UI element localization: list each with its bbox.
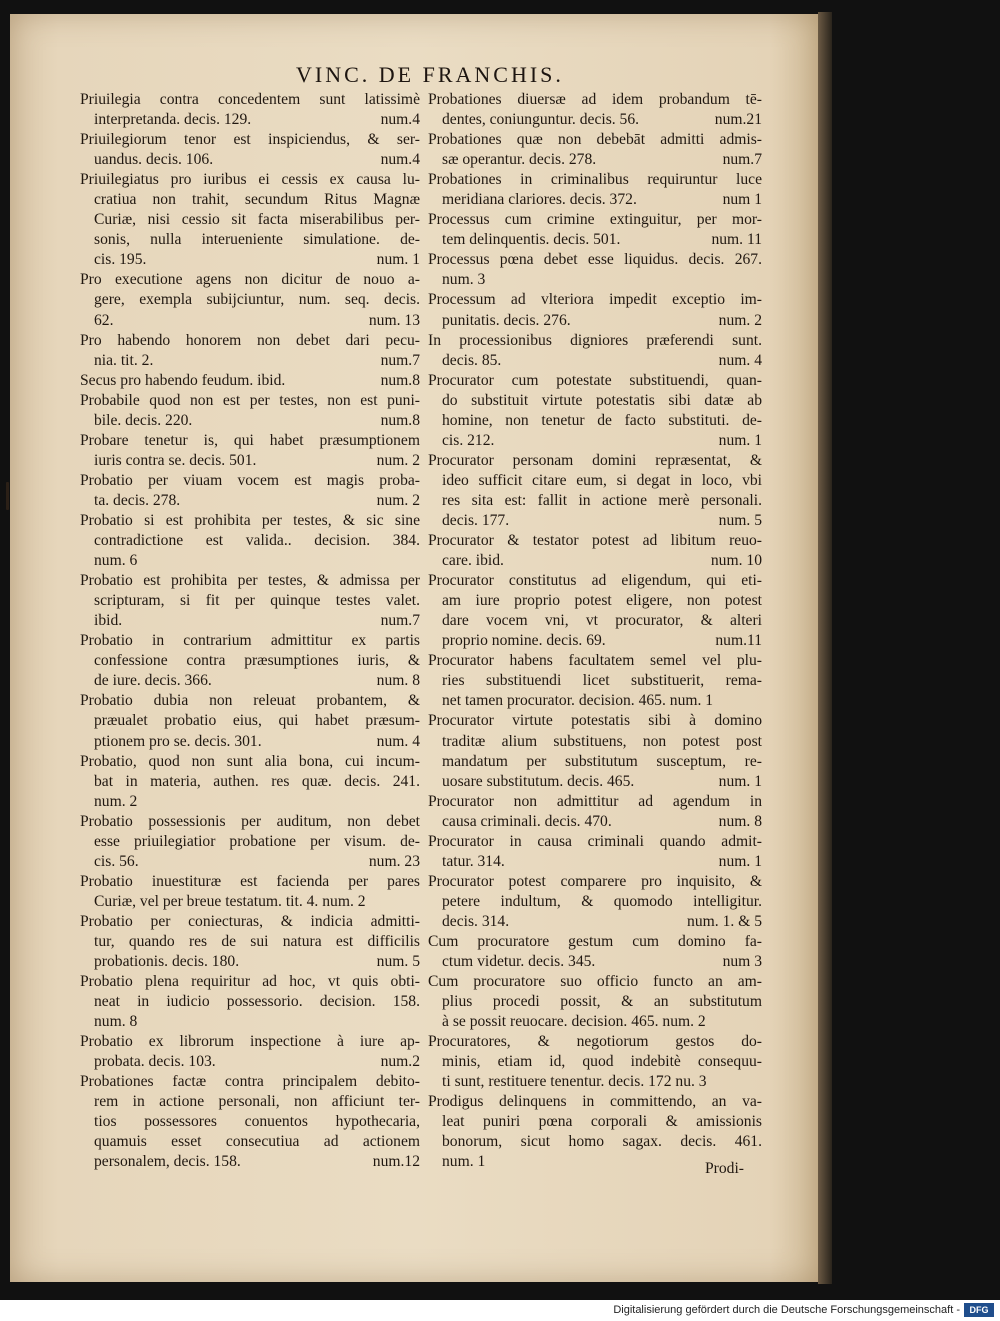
- entry-number: num.8: [380, 411, 420, 429]
- entry-line: plius procedi possit, & an substitutum: [442, 993, 762, 1011]
- entry-line: Priuilegiorum tenor est inspiciendus, & ser-: [80, 131, 420, 149]
- entry-line: Procuratores, & negotiorum gestos do-: [428, 1033, 762, 1051]
- index-entry: [80, 972, 420, 1032]
- entry-line: rem in actione personali, non afficiunt ter-: [94, 1093, 420, 1111]
- dfg-logo: DFG: [964, 1303, 994, 1317]
- index-entry: [428, 1032, 762, 1092]
- index-entry: [80, 331, 420, 371]
- entry-text: dentes, coniunguntur. decis. 56.: [442, 111, 640, 129]
- entry-line: [80, 491, 420, 511]
- index-entry: [428, 90, 762, 130]
- index-entry: [80, 912, 420, 972]
- entry-text: care. ibid.: [442, 552, 504, 570]
- entry-line: præualet probatio eius, qui habet præsum-: [94, 712, 420, 730]
- entry-line: ries substituendi licet substituerit, rema-: [442, 672, 762, 690]
- entry-number: num. 2: [718, 311, 762, 329]
- catchword: Prodi-: [705, 1160, 744, 1177]
- index-entry: [428, 872, 762, 932]
- index-entry: [428, 290, 762, 330]
- entry-number: num.2: [380, 1053, 420, 1071]
- entry-line: [80, 150, 420, 170]
- entry-text: cis. 195.: [94, 251, 147, 269]
- entry-line: Curiæ, vel per breue testatum. tit. 4. num. 2: [94, 892, 366, 910]
- entry-text: ptionem pro se. decis. 301.: [94, 732, 262, 750]
- entry-number: num.11: [715, 632, 762, 650]
- entry-line: [428, 190, 762, 210]
- entry-number: num. 1: [718, 431, 762, 449]
- entry-line: [428, 110, 762, 130]
- entry-line: res sita est: fallit in actione merè personali.: [442, 491, 762, 509]
- entry-line: [80, 351, 420, 371]
- entry-text: sæ operantur. decis. 278.: [442, 151, 597, 169]
- right-column: [428, 90, 762, 1173]
- entry-text: probata. decis. 103.: [94, 1053, 216, 1071]
- entry-line: [80, 411, 420, 431]
- entry-line: sonis, nulla interueniente simulatione. de-: [94, 231, 420, 249]
- entry-line: Probatio possessionis per auditum, non debet: [80, 812, 420, 830]
- entry-line: Probatio dubia non releuat probantem, &: [80, 692, 420, 710]
- entry-line: Probatio ex librorum inspectione à iure ap-: [80, 1033, 420, 1051]
- entry-line: [428, 511, 762, 531]
- entry-text: interpretanda. decis. 129.: [94, 111, 252, 129]
- entry-line: Probabile quod non est per testes, non est puni-: [80, 391, 420, 409]
- entry-text: personalem, decis. 158.: [94, 1153, 241, 1171]
- index-entry: [80, 631, 420, 691]
- entry-number: num.4: [380, 111, 420, 129]
- entry-number: num. 1: [718, 852, 762, 870]
- entry-line: neat in iudicio possessorio. decision. 158.: [94, 993, 420, 1011]
- entry-line: Prodigus delinquens in committendo, an va-: [428, 1093, 762, 1111]
- entry-text: decis. 85.: [442, 351, 502, 369]
- entry-line: Procurator non admittitur ad agendum in: [428, 792, 762, 810]
- entry-line: gere, exempla subijciuntur, num. seq. decis.: [94, 291, 420, 309]
- entry-line: Procurator constitutus ad eligendum, qui eti-: [428, 572, 762, 590]
- index-entry: [80, 752, 420, 812]
- running-header: VINC. DE FRANCHIS.: [296, 62, 564, 87]
- entry-line: Probatio in contrarium admittitur ex partis: [80, 632, 420, 650]
- index-entry: [428, 832, 762, 872]
- entry-line: am iure proprio potest eligere, non potest: [442, 592, 762, 610]
- entry-number: num 1: [722, 191, 762, 209]
- entry-line: bat in materia, authen. res quæ. decis. 241.: [94, 772, 420, 790]
- entry-line: esse priuilegiatior probatione per visum. de-: [94, 832, 420, 850]
- entry-text: Secus pro habendo feudum. ibid.: [80, 371, 286, 389]
- entry-line: num. 2: [94, 792, 138, 810]
- entry-line: Procurator habens facultatem semel vel plu-: [428, 652, 762, 670]
- entry-line: Probationes in criminalibus requiruntur luce: [428, 171, 762, 189]
- entry-number: num.8: [380, 371, 420, 389]
- entry-line: In processionibus digniores præferendi sunt.: [428, 331, 762, 349]
- entry-line: Procurator virtute potestatis sibi à domino: [428, 712, 762, 730]
- entry-line: ti sunt, restituere tenentur. decis. 172 nu. 3: [442, 1073, 707, 1091]
- entry-line: [428, 230, 762, 250]
- entry-text: nia. tit. 2.: [94, 351, 154, 369]
- entry-line: Processus pœna debet esse liquidus. decis. 267.: [428, 251, 762, 269]
- entry-line: [428, 952, 762, 972]
- entry-line: mandatum per substitutum susceptum, re-: [442, 752, 762, 770]
- entry-line: num. 6: [94, 552, 138, 570]
- entry-line: num. 1: [442, 1153, 486, 1171]
- entry-line: [428, 812, 762, 832]
- entry-line: Probatio per coniecturas, & indicia admitti-: [80, 912, 420, 930]
- index-entry: [428, 531, 762, 571]
- entry-number: num. 2: [376, 491, 420, 509]
- index-entry: [428, 331, 762, 371]
- entry-line: quamuis esset consecutiua ad actionem: [94, 1133, 420, 1151]
- margin-mark: [6, 482, 9, 510]
- entry-line: Probatio per viuam vocem est magis proba-: [80, 471, 420, 489]
- entry-line: à se possit reuocare. decision. 465. num. 2: [442, 1013, 706, 1031]
- entry-line: [80, 250, 420, 270]
- entry-text: tem delinquentis. decis. 501.: [442, 231, 621, 249]
- entry-line: num. 3: [442, 271, 486, 289]
- footer-credit: Digitalisierung gefördert durch die Deutsche Forschungsgemeinschaft -: [613, 1304, 960, 1316]
- entry-number: num. 23: [368, 852, 420, 870]
- index-entry: [80, 812, 420, 872]
- entry-line: [80, 311, 420, 331]
- index-entry: [80, 1072, 420, 1172]
- index-entry: [80, 170, 420, 270]
- entry-number: num. 5: [376, 953, 420, 971]
- entry-line: [80, 451, 420, 471]
- entry-number: num. 8: [376, 672, 420, 690]
- entry-text: uandus. decis. 106.: [94, 151, 214, 169]
- entry-text: 62.: [94, 311, 114, 329]
- entry-line: minis, etiam id, quod indebitè consequu-: [442, 1053, 762, 1071]
- entry-line: [80, 732, 420, 752]
- entry-line: [428, 351, 762, 371]
- entry-line: cratiua non trahit, secundum Ritus Magnæ: [94, 191, 420, 209]
- entry-number: num. 1: [718, 772, 762, 790]
- left-column: [80, 90, 420, 1173]
- entry-number: num. 11: [711, 231, 762, 249]
- entry-text: tatur. 314.: [442, 852, 505, 870]
- index-entry: [428, 792, 762, 832]
- entry-line: scripturam, si fit per quinque testes valet.: [94, 592, 420, 610]
- entry-line: [80, 371, 420, 391]
- entry-line: [428, 150, 762, 170]
- entry-line: confessione contra præsumptiones iuris, &: [94, 652, 420, 670]
- index-entry: [80, 1032, 420, 1072]
- entry-number: num.4: [380, 151, 420, 169]
- entry-line: [80, 611, 420, 631]
- entry-line: Processum ad vlteriora impedit exceptio im-: [428, 291, 762, 309]
- entry-number: num.7: [380, 612, 420, 630]
- index-entry: [428, 711, 762, 791]
- entry-text: cis. 56.: [94, 852, 139, 870]
- entry-number: num.21: [714, 111, 762, 129]
- index-entry: [428, 130, 762, 170]
- entry-line: [428, 551, 762, 571]
- entry-text: ibid.: [94, 612, 123, 630]
- entry-line: Pro habendo honorem non debet dari pecu-: [80, 331, 420, 349]
- entry-line: [428, 631, 762, 651]
- entry-line: [428, 772, 762, 792]
- entry-text: ctum videtur. decis. 345.: [442, 953, 596, 971]
- entry-line: Curiæ, nisi cessio sit facta miserabilibus per-: [94, 211, 420, 229]
- entry-line: do substituit virtute potestatis sibi datæ ab: [442, 391, 762, 409]
- entry-line: Probatio, quod non sunt alia bona, cui incum-: [80, 752, 420, 770]
- index-entry: [428, 651, 762, 711]
- index-entry: [428, 250, 762, 290]
- index-entry: [80, 270, 420, 330]
- entry-text: bile. decis. 220.: [94, 411, 193, 429]
- index-entry: [428, 571, 762, 651]
- entry-line: Procurator potest comparere pro inquisito, &: [428, 872, 762, 890]
- index-entry: [428, 972, 762, 1032]
- entry-text: causa criminali. decis. 470.: [442, 812, 612, 830]
- entry-line: [428, 431, 762, 451]
- index-entry: [80, 431, 420, 471]
- entry-line: [80, 671, 420, 691]
- index-entry: [80, 691, 420, 751]
- entry-number: num. 5: [718, 511, 762, 529]
- entry-line: Probationes quæ non debebāt admitti admis-: [428, 131, 762, 149]
- entry-number: num. 8: [718, 812, 762, 830]
- entry-line: petere indultum, & quomodo intelligitur.: [442, 892, 762, 910]
- entry-line: [428, 912, 762, 932]
- entry-line: Procurator & testator potest ad libitum reuo-: [428, 532, 762, 550]
- entry-line: net tamen procurator. decision. 465. num. 1: [442, 692, 714, 710]
- index-entry: [80, 391, 420, 431]
- entry-line: [80, 852, 420, 872]
- entry-text: meridiana clariores. decis. 372.: [442, 191, 637, 209]
- entry-number: num. 1. & 5: [687, 912, 762, 930]
- index-entry: [428, 451, 762, 531]
- index-entry: [428, 210, 762, 250]
- entry-line: Probationes diuersæ ad idem probandum tē-: [428, 91, 762, 108]
- entry-line: Probatio est prohibita per testes, & admissa per: [80, 572, 420, 590]
- entry-line: dare vocem vni, vt procurator, & alteri: [442, 612, 762, 630]
- entry-text: decis. 314.: [442, 912, 510, 930]
- page-edge: [818, 12, 832, 1284]
- entry-line: Pro executione agens non dicitur de nouo a-: [80, 271, 420, 289]
- entry-line: Priuilegiatus pro iuribus ei cessis ex causa lu-: [80, 171, 420, 189]
- entry-number: num.7: [380, 351, 420, 369]
- entry-text: punitatis. decis. 276.: [442, 311, 571, 329]
- entry-text: uosare substitutum. decis. 465.: [442, 772, 635, 790]
- index-entry: [428, 170, 762, 210]
- index-entry: [80, 471, 420, 511]
- entry-line: Probationes factæ contra principalem debito-: [80, 1073, 420, 1091]
- entry-text: decis. 177.: [442, 511, 510, 529]
- entry-line: Procurator cum potestate substituendi, quan-: [428, 371, 762, 389]
- entry-text: probationis. decis. 180.: [94, 953, 240, 971]
- entry-text: de iure. decis. 366.: [94, 672, 212, 690]
- entry-line: Priuilegia contra concedentem sunt latissimè: [80, 91, 420, 108]
- entry-number: num. 2: [376, 451, 420, 469]
- entry-number: num 3: [722, 953, 762, 971]
- entry-line: [80, 1152, 420, 1172]
- entry-line: homine, non tenetur de facto substituti. de-: [442, 411, 762, 429]
- entry-number: num. 4: [376, 732, 420, 750]
- entry-line: Probatio si est prohibita per testes, & sic sine: [80, 511, 420, 529]
- index-entry: [80, 90, 420, 130]
- entry-line: [80, 110, 420, 130]
- entry-line: leat puniri pœna corporali & amissionis: [442, 1113, 762, 1131]
- index-entry: [80, 571, 420, 631]
- entry-number: num.12: [372, 1153, 420, 1171]
- entry-text: ta. decis. 278.: [94, 491, 181, 509]
- entry-line: [80, 952, 420, 972]
- entry-line: Procurator personam domini repræsentat, &: [428, 451, 762, 469]
- entry-line: num. 8: [94, 1013, 138, 1031]
- entry-line: Cum procuratore gestum cum domino fa-: [428, 932, 762, 950]
- entry-line: bonorum, sicut homo sagax. decis. 461.: [442, 1133, 762, 1151]
- entry-text: iuris contra se. decis. 501.: [94, 451, 257, 469]
- entry-text: cis. 212.: [442, 431, 495, 449]
- entry-line: [428, 852, 762, 872]
- entry-line: Probare tenetur is, qui habet præsumptionem: [80, 431, 420, 449]
- entry-line: [428, 311, 762, 331]
- entry-line: [80, 1052, 420, 1072]
- entry-number: num. 10: [710, 552, 762, 570]
- entry-line: traditæ alium substituens, non potest post: [442, 732, 762, 750]
- entry-number: num. 1: [376, 251, 420, 269]
- entry-number: num. 13: [368, 311, 420, 329]
- index-entry: [80, 872, 420, 912]
- entry-line: Processus cum crimine extinguitur, per mor-: [428, 211, 762, 229]
- entry-line: Probatio inuestituræ est facienda per pares: [80, 872, 420, 890]
- index-entry: [428, 932, 762, 972]
- entry-line: Procurator in causa criminali quando admit-: [428, 832, 762, 850]
- entry-line: Probatio plena requiritur ad hoc, vt quis obti-: [80, 973, 420, 991]
- entry-text: proprio nomine. decis. 69.: [442, 632, 606, 650]
- index-entry: [80, 511, 420, 571]
- index-entry: [428, 371, 762, 451]
- entry-number: num.7: [722, 151, 762, 169]
- index-entry: [80, 130, 420, 170]
- entry-line: Cum procuratore suo officio functo an am-: [428, 973, 762, 991]
- entry-line: contradictione est valida.. decision. 384.: [94, 532, 420, 550]
- footer-bar: [0, 1300, 1000, 1321]
- entry-number: num. 4: [718, 351, 762, 369]
- entry-line: tios possessores conuentos hypothecaria,: [94, 1113, 420, 1131]
- entry-line: tur, quando res de sui natura est difficilis: [94, 932, 420, 950]
- index-entry: [80, 371, 420, 391]
- entry-line: ideo sufficit citare eum, si degat in loco, vbi: [442, 471, 762, 489]
